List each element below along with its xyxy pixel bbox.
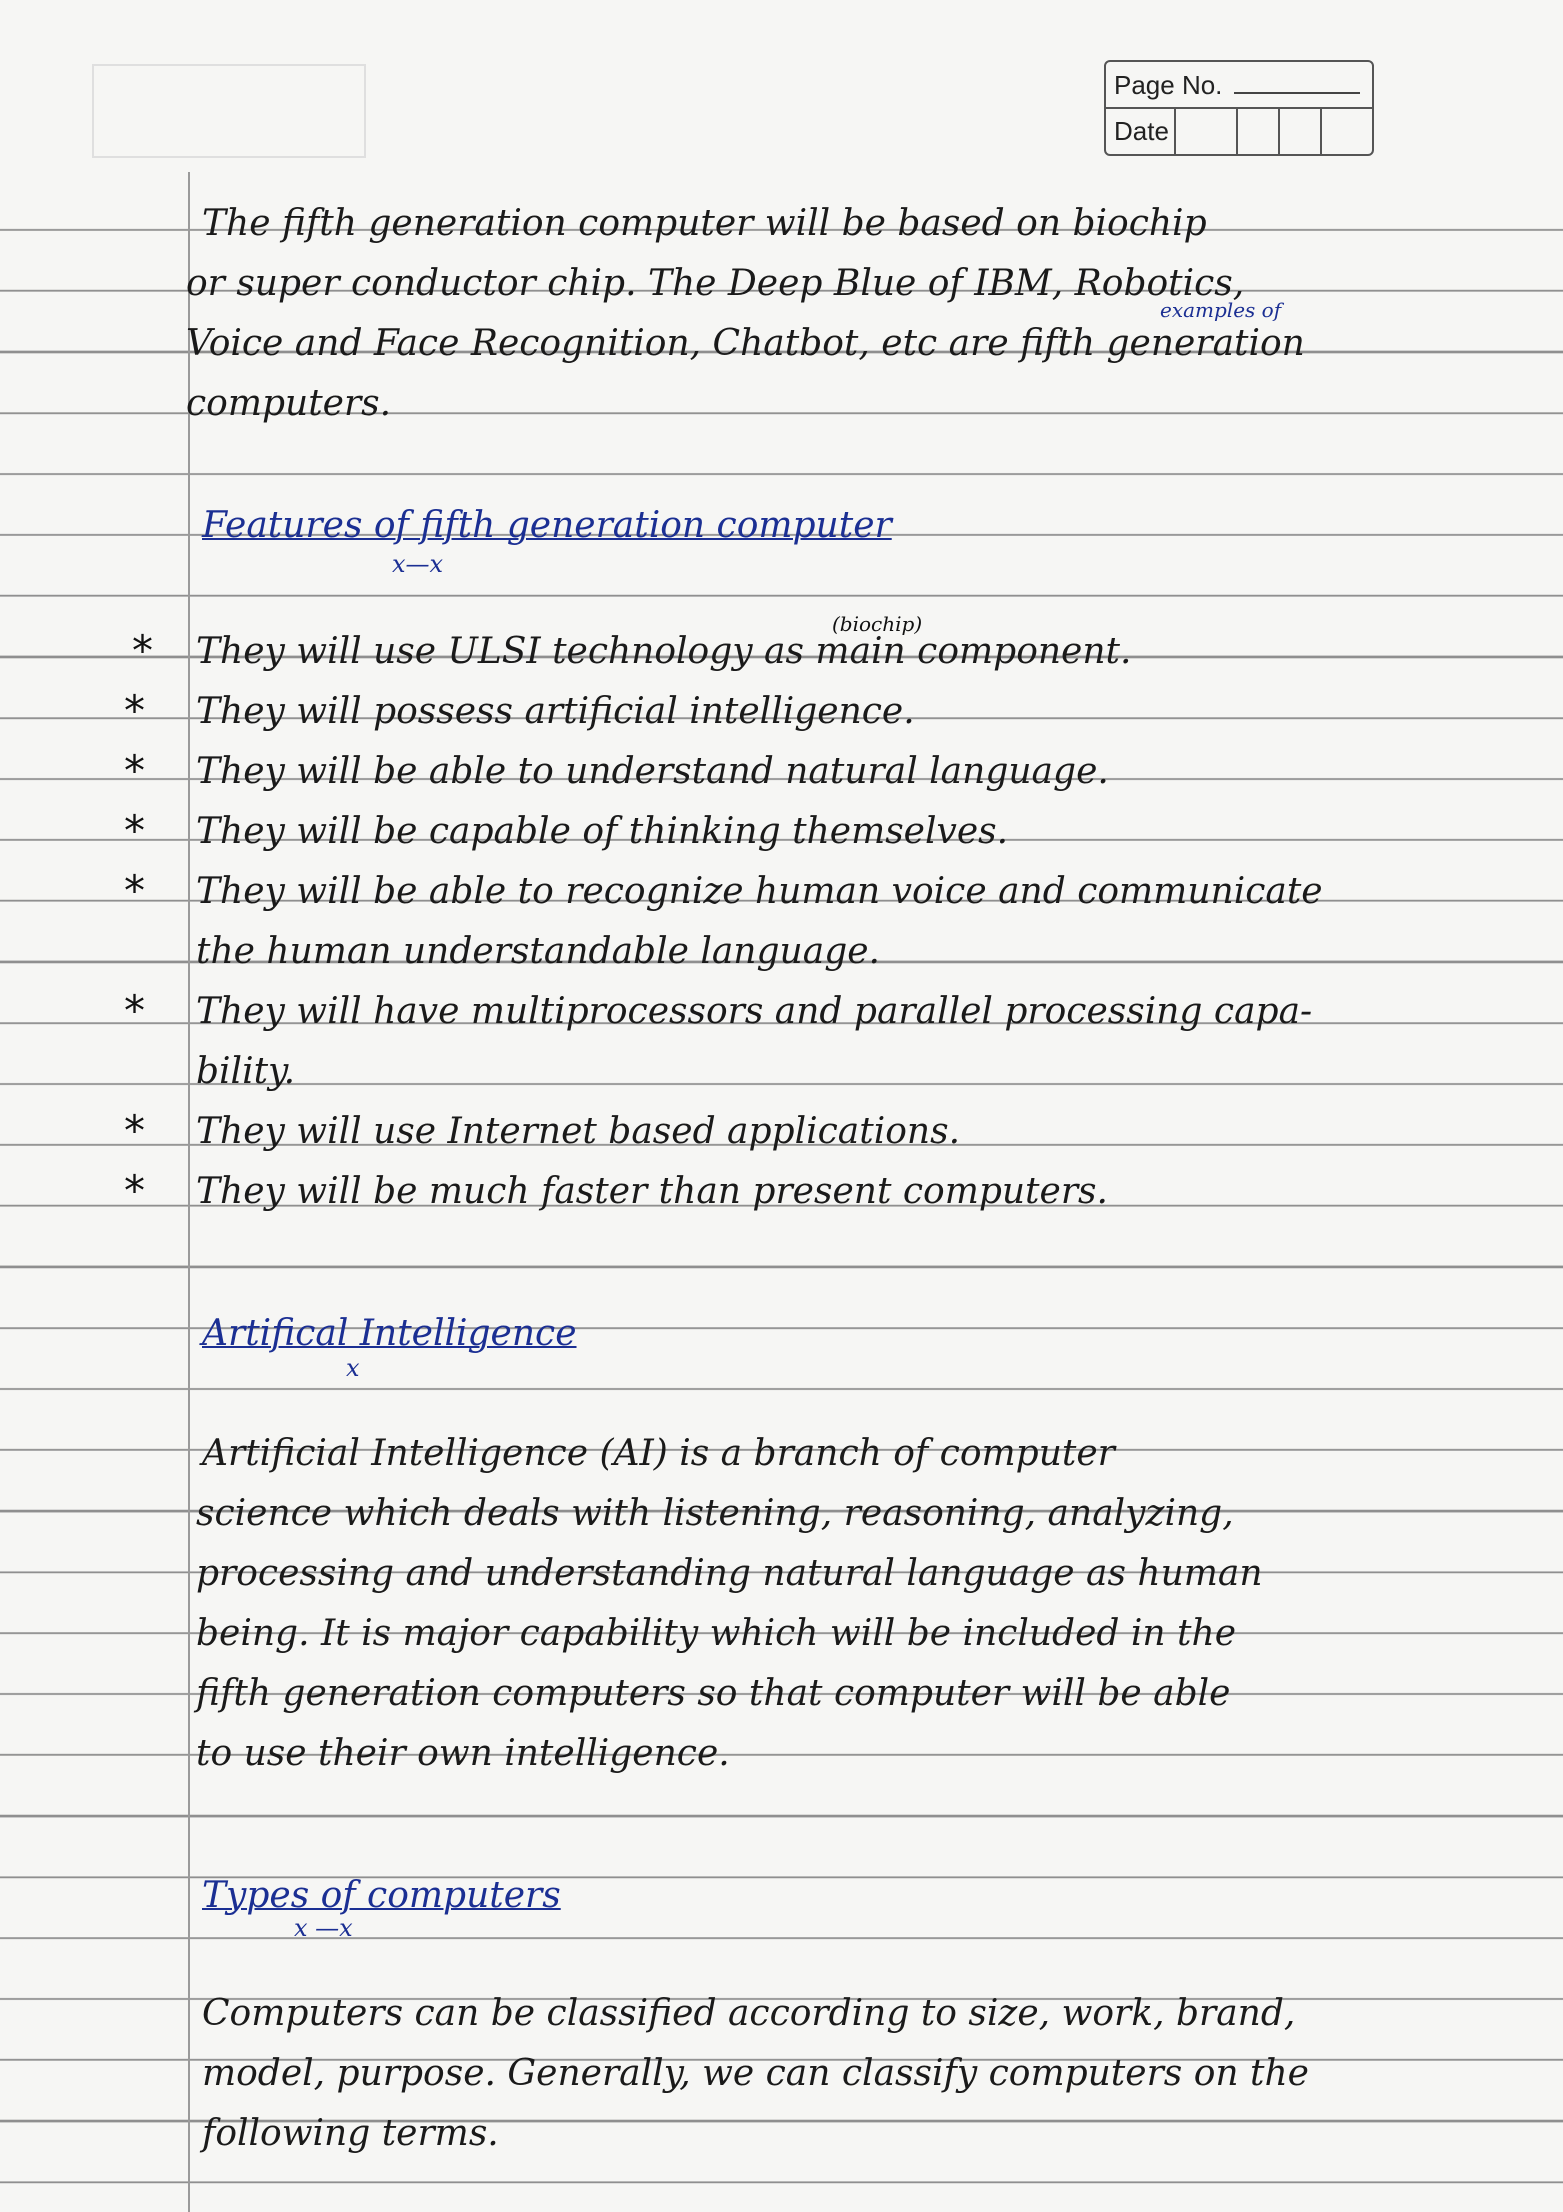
bullet-icon: * xyxy=(124,866,145,915)
bleed-through-box xyxy=(92,64,366,158)
types-line: Computers can be classified according to size, work, brand, xyxy=(202,1993,1296,2034)
bullet-icon: * xyxy=(124,806,145,855)
margin-line xyxy=(188,172,190,2212)
bullet-icon: * xyxy=(124,986,145,1035)
ai-line: Artificial Intelligence (AI) is a branch of computer xyxy=(202,1433,1115,1474)
intro-line: or super conductor chip. The Deep Blue of IBM, Robotics, xyxy=(186,263,1245,304)
types-line: following terms. xyxy=(202,2113,499,2154)
margin-insert-biochip: (biochip) xyxy=(832,612,923,636)
types-line: model, purpose. Generally, we can classify computers on the xyxy=(202,2053,1309,2094)
feature-item: They will possess artificial intelligence. xyxy=(196,691,915,732)
feature-item: They will use Internet based applications. xyxy=(196,1111,961,1152)
features-heading: Features of fifth generation computer xyxy=(202,505,892,546)
feature-item: They will be capable of thinking themselves. xyxy=(196,811,1009,852)
page-header-box xyxy=(1104,60,1374,156)
ai-line: processing and understanding natural language as human xyxy=(196,1553,1263,1594)
bullet-icon: * xyxy=(124,1106,145,1155)
bullet-icon: * xyxy=(132,626,153,675)
feature-item: They will have multiprocessors and parallel processing capa- xyxy=(196,991,1313,1032)
heading-mark: x xyxy=(346,1354,360,1382)
bullet-icon: * xyxy=(124,746,145,795)
ai-line: science which deals with listening, reasoning, analyzing, xyxy=(196,1493,1234,1534)
ai-line: fifth generation computers so that computer will be able xyxy=(196,1673,1231,1714)
heading-mark: x—x xyxy=(392,550,444,578)
feature-item-continued: the human understandable language. xyxy=(196,931,880,972)
feature-item: They will be able to understand natural language. xyxy=(196,751,1109,792)
margin-insert-examples: examples of xyxy=(1160,298,1282,322)
feature-item: They will use ULSI technology as main component. xyxy=(196,631,1132,672)
intro-line: The fifth generation computer will be based on biochip xyxy=(202,203,1207,244)
intro-line: computers. xyxy=(186,383,392,424)
bullet-icon: * xyxy=(124,686,145,735)
feature-item: They will be able to recognize human voice and communicate xyxy=(196,871,1323,912)
bullet-icon: * xyxy=(124,1166,145,1215)
ai-line: to use their own intelligence. xyxy=(196,1733,730,1774)
date-label: Date xyxy=(1114,116,1169,146)
heading-mark: x —x xyxy=(294,1914,353,1942)
intro-line: Voice and Face Recognition, Chatbot, etc are fifth generation xyxy=(186,323,1305,364)
types-heading: Types of computers xyxy=(202,1875,561,1916)
ai-line: being. It is major capability which will be included in the xyxy=(196,1613,1236,1654)
page-no-label: Page No. xyxy=(1114,70,1223,100)
ai-heading: Artifical Intelligence xyxy=(202,1313,577,1354)
feature-item-continued: bility. xyxy=(196,1051,296,1092)
feature-item: They will be much faster than present computers. xyxy=(196,1171,1108,1212)
